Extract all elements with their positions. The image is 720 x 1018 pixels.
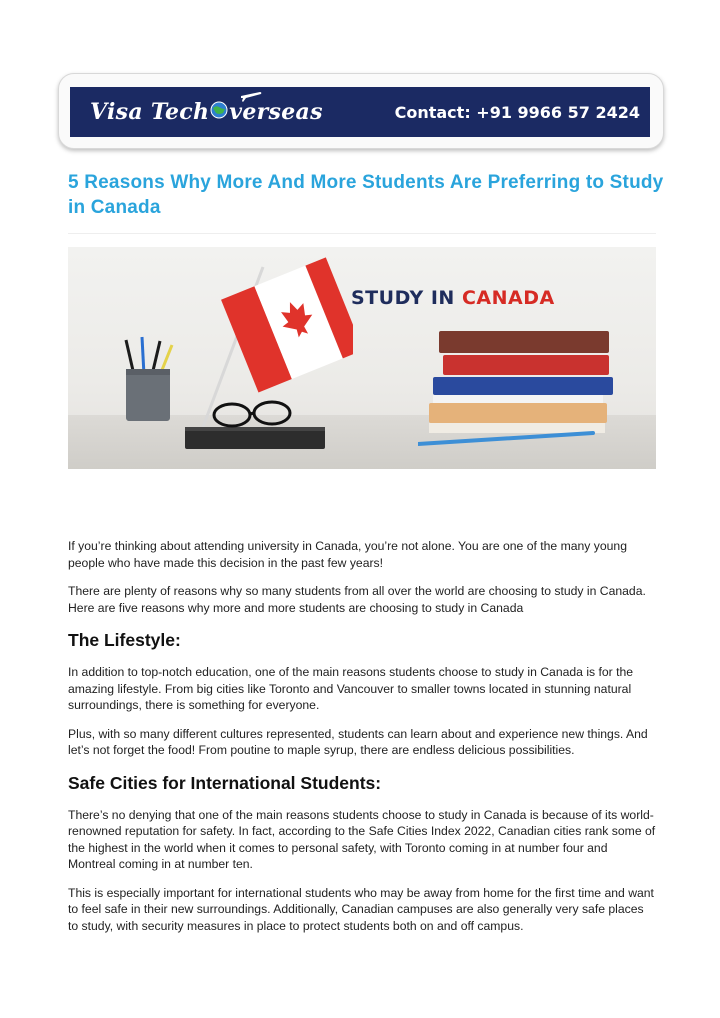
airplane-icon <box>240 89 262 103</box>
article-title: 5 Reasons Why More And More Students Are Preferring to Study in Canada <box>68 172 664 218</box>
intro-paragraph-1: If you’re thinking about attending university in Canada, you’re not alone. You are one of the many young people who have made this decision in the past few years! <box>68 539 627 570</box>
intro-paragraph-2: There are plenty of reasons why so many students from all over the world are choosing to study in Canada. Here are five reasons why more and more students are choosing to study in Canada <box>68 584 646 615</box>
pencil-cup-illustration <box>116 335 186 425</box>
hero-canada: CANADA <box>461 287 555 309</box>
article-body <box>68 538 656 946</box>
logo-text-overseas: verseas <box>229 99 323 125</box>
safe-cities-paragraph-1: There’s no denying that one of the main reasons students choose to study in Canada is because of its world-renowned reputation for safety. In fact, according to the Safe Cities Index 2022, Canadian cities rank some of the highest in the world when it comes to personal safety, with Toronto coming in at number four and Montreal coming in at number ten. <box>68 807 656 871</box>
contact-phone: Contact: +91 9966 57 2424 <box>394 102 640 122</box>
hero-image <box>68 247 656 469</box>
logo-text-visa-tech: Visa Tech <box>90 99 210 125</box>
hero-study-in: STUDY IN <box>351 287 455 309</box>
book-stack-illustration <box>423 327 623 437</box>
title-divider <box>68 233 656 234</box>
glasses-notebook-illustration <box>180 397 330 457</box>
pen-illustration <box>418 429 598 449</box>
section-heading-lifestyle: The Lifestyle: <box>68 630 181 650</box>
brand-logo <box>90 99 323 125</box>
section-heading-safe-cities: Safe Cities for International Students: <box>68 772 382 793</box>
header-banner <box>70 87 650 137</box>
globe-icon <box>210 99 228 125</box>
lifestyle-paragraph-2: Plus, with so many different cultures represented, students can learn about and experience new things. And let’s not forget the food! From poutine to maple syrup, there are endless delicious possibilities. <box>68 726 648 757</box>
safe-cities-paragraph-2: This is especially important for international students who may be away from home for the first time and want to feel safe in their new surroundings. Additionally, Canadian campuses are also generally very safe places to study, with security measures in place to protect students both on and off campus. <box>68 885 654 933</box>
hero-heading <box>351 287 555 309</box>
lifestyle-paragraph-1: In addition to top-notch education, one of the main reasons students choose to study in Canada is for the amazing lifestyle. From big cities like Toronto and Vancouver to smaller towns located in stunning natural surroundings, there is something for everyone. <box>68 665 634 712</box>
